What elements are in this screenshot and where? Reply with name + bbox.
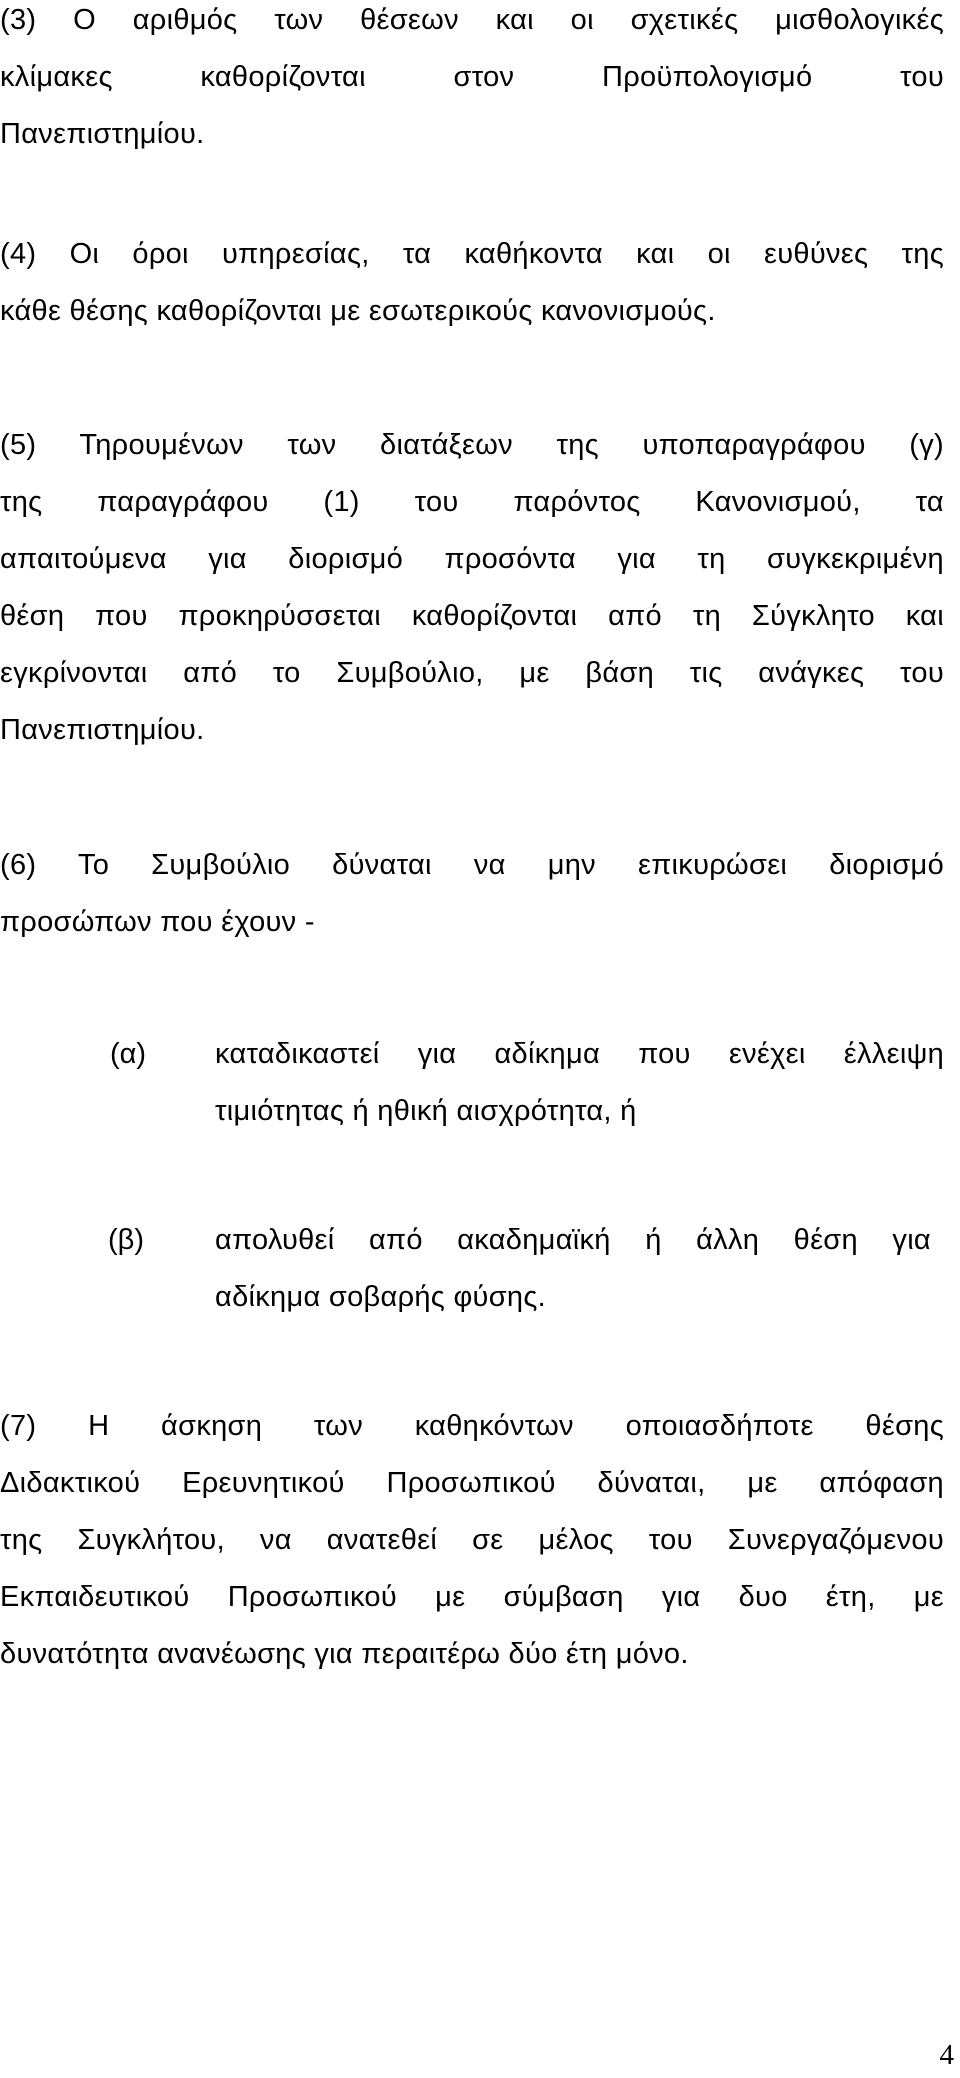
- paragraph-7: [0, 1398, 944, 1683]
- paragraph-4-line: (4) Οι όροι υπηρεσίας, τα καθήκοντα και οι ευθύνες της: [0, 238, 944, 270]
- paragraph-5: [0, 417, 944, 759]
- subitem-b-marker: (β): [108, 1224, 144, 1256]
- paragraph-5-line: Πανεπιστημίου.: [0, 714, 205, 746]
- paragraph-6-line: προσώπων που έχουν -: [0, 906, 315, 938]
- paragraph-5-line: της παραγράφου (1) του παρόντος Κανονισμού, τα: [0, 486, 944, 518]
- paragraph-5-line: απαιτούμενα για διορισμό προσόντα για τη συγκεκριμένη: [0, 543, 944, 575]
- subitem-a-line: τιμιότητας ή ηθική αισχρότητα, ή: [215, 1095, 637, 1127]
- paragraph-7-line: (7) Η άσκηση των καθηκόντων οποιασδήποτε θέσης: [0, 1410, 944, 1442]
- paragraph-7-line: Εκπαιδευτικού Προσωπικού με σύμβαση για δυο έτη, με: [0, 1581, 944, 1613]
- paragraph-4: [0, 226, 944, 340]
- paragraph-7-line: Διδακτικού Ερευνητικού Προσωπικού δύναται, με απόφαση: [0, 1467, 944, 1499]
- paragraph-5-line: εγκρίνονται από το Συμβούλιο, με βάση τις ανάγκες του: [0, 657, 944, 689]
- paragraph-5-line: θέση που προκηρύσσεται καθορίζονται από τη Σύγκλητο και: [0, 600, 944, 632]
- subitem-a-line: καταδικαστεί για αδίκημα που ενέχει έλλειψη: [215, 1038, 944, 1070]
- subitem-b-text: [215, 1212, 931, 1326]
- paragraph-5-line: (5) Τηρουμένων των διατάξεων της υποπαραγράφου (γ): [0, 429, 944, 461]
- subitem-b-line: απολυθεί από ακαδημαϊκή ή άλλη θέση για: [215, 1224, 931, 1256]
- paragraph-6: [0, 837, 944, 951]
- paragraph-3-line: Πανεπιστημίου.: [0, 118, 205, 150]
- subitem-b-line: αδίκημα σοβαρής φύσης.: [215, 1281, 546, 1313]
- paragraph-3: [0, 0, 944, 163]
- paragraph-3-line: (3) Ο αριθμός των θέσεων και οι σχετικές μισθολογικές: [0, 4, 944, 36]
- page-number: 4: [939, 2039, 954, 2071]
- subitem-a-marker: (α): [110, 1038, 147, 1070]
- paragraph-7-line: της Συγκλήτου, να ανατεθεί σε μέλος του Συνεργαζόμενου: [0, 1524, 944, 1556]
- paragraph-4-line: κάθε θέσης καθορίζονται με εσωτερικούς κανονισμούς.: [0, 295, 716, 327]
- paragraph-3-line: κλίμακες καθορίζονται στον Προϋπολογισμό του: [0, 61, 944, 93]
- subitem-a-text: [215, 1026, 944, 1140]
- paragraph-6-line: (6) Το Συμβούλιο δύναται να μην επικυρώσει διορισμό: [0, 849, 944, 881]
- paragraph-7-line: δυνατότητα ανανέωσης για περαιτέρω δύο έτη μόνο.: [0, 1638, 689, 1670]
